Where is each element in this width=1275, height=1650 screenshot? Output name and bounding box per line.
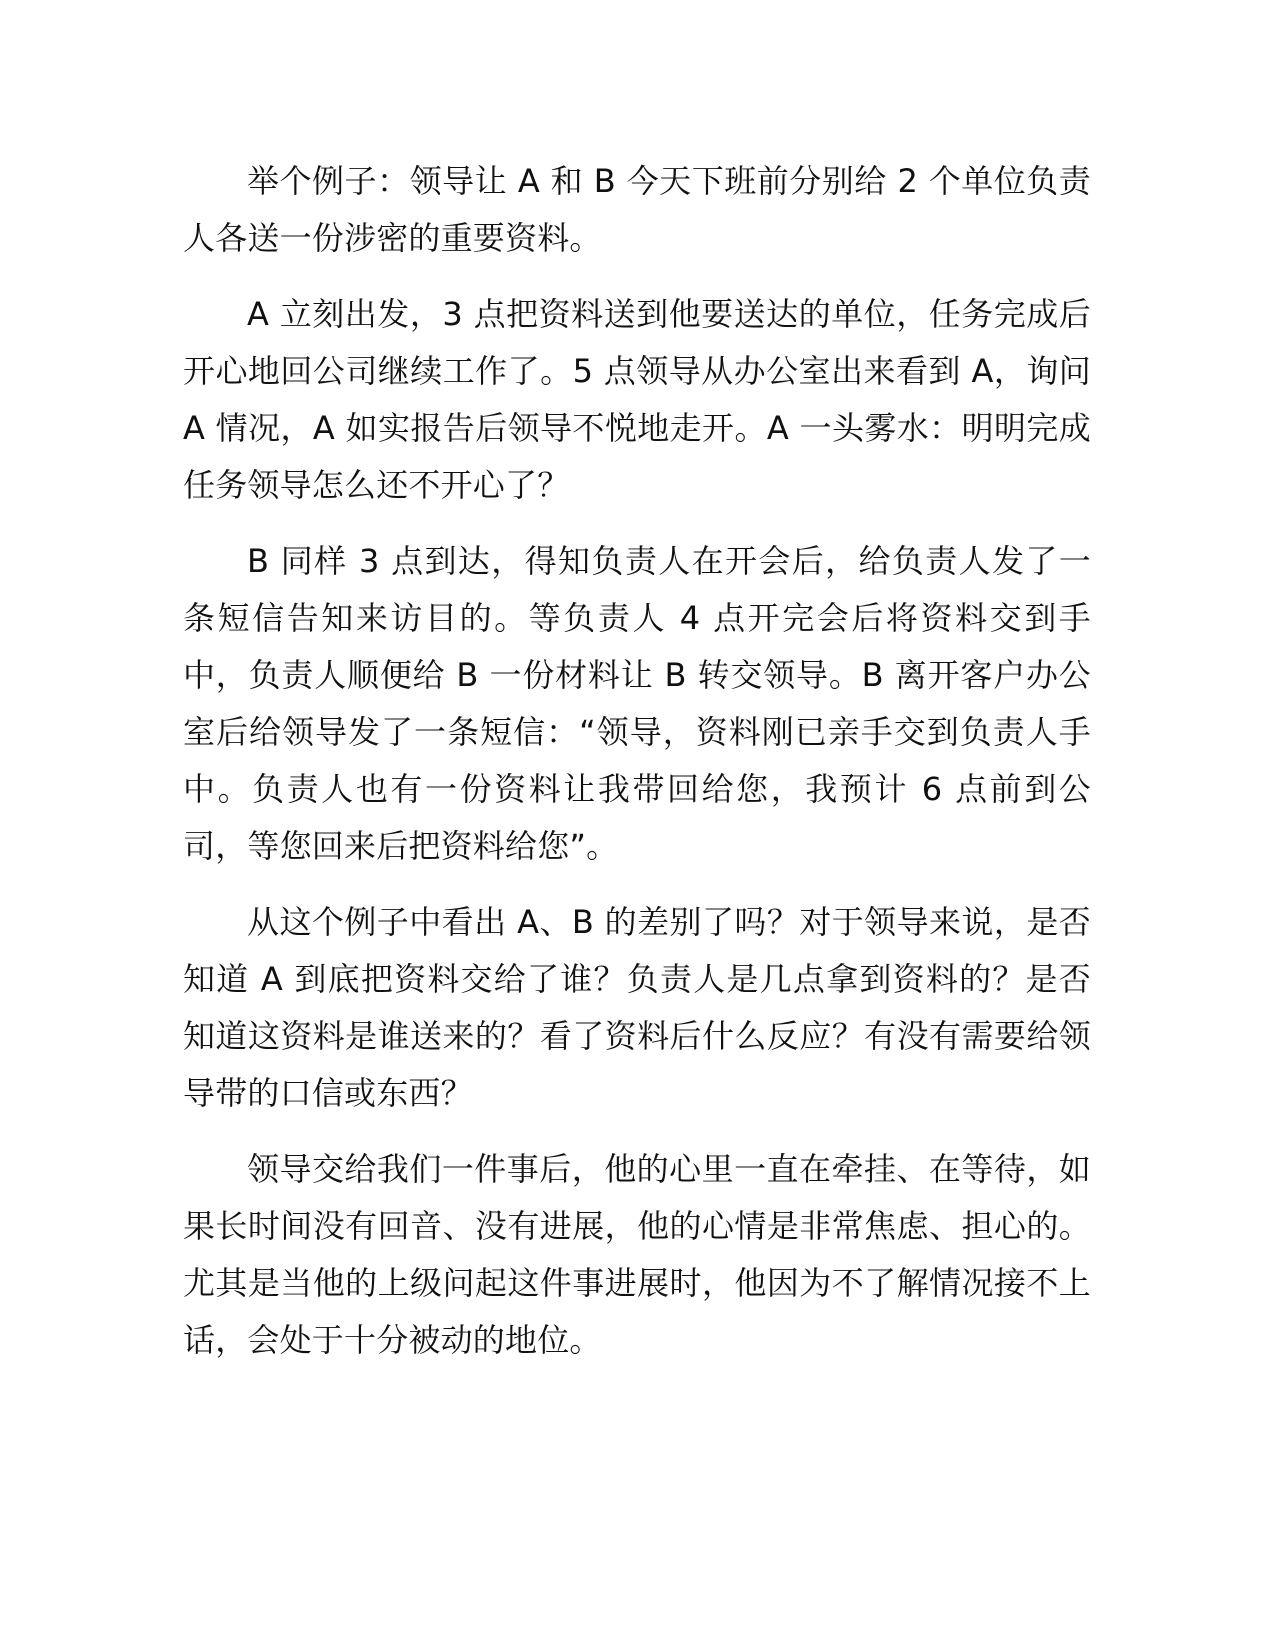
paragraph-example-intro: 举个例子：领导让 A 和 B 今天下班前分别给 2 个单位负责人各送一份涉密的重要资料。 (183, 162, 1091, 257)
paragraph-b-story: B 同样 3 点到达，得知负责人在开会后，给负责人发了一条短信告知来访目的。等负责人 4 点开完会后将资料交到手中，负责人顺便给 B 一份材料让 B 转交领导。B 离开客户办公室后给领导发了一条短信：“领导，资料刚已亲手交到负责人手中。负责人也有一份资料让我带回给您，我预计 6 点前到公司，等您回来后把资料给您”。 (183, 542, 1091, 865)
paragraph-a-story: A 立刻出发，3 点把资料送到他要送达的单位，任务完成后开心地回公司继续工作了。5 点领导从办公室出来看到 A，询问 A 情况，A 如实报告后领导不悦地走开。A 一头雾水：明明完成任务领导怎么还不开心了？ (183, 295, 1091, 504)
document-body (183, 153, 1091, 1388)
paragraph-comparison-questions: 从这个例子中看出 A、B 的差别了吗？对于领导来说，是否知道 A 到底把资料交给了谁？负责人是几点拿到资料的？是否知道这资料是谁送来的？看了资料后什么反应？有没有需要给领导带的口信或东西？ (183, 903, 1091, 1112)
paragraph-conclusion: 领导交给我们一件事后，他的心里一直在牵挂、在等待，如果长时间没有回音、没有进展，他的心情是非常焦虑、担心的。尤其是当他的上级问起这件事进展时，他因为不了解情况接不上话，会处于十分被动的地位。 (183, 1150, 1091, 1359)
